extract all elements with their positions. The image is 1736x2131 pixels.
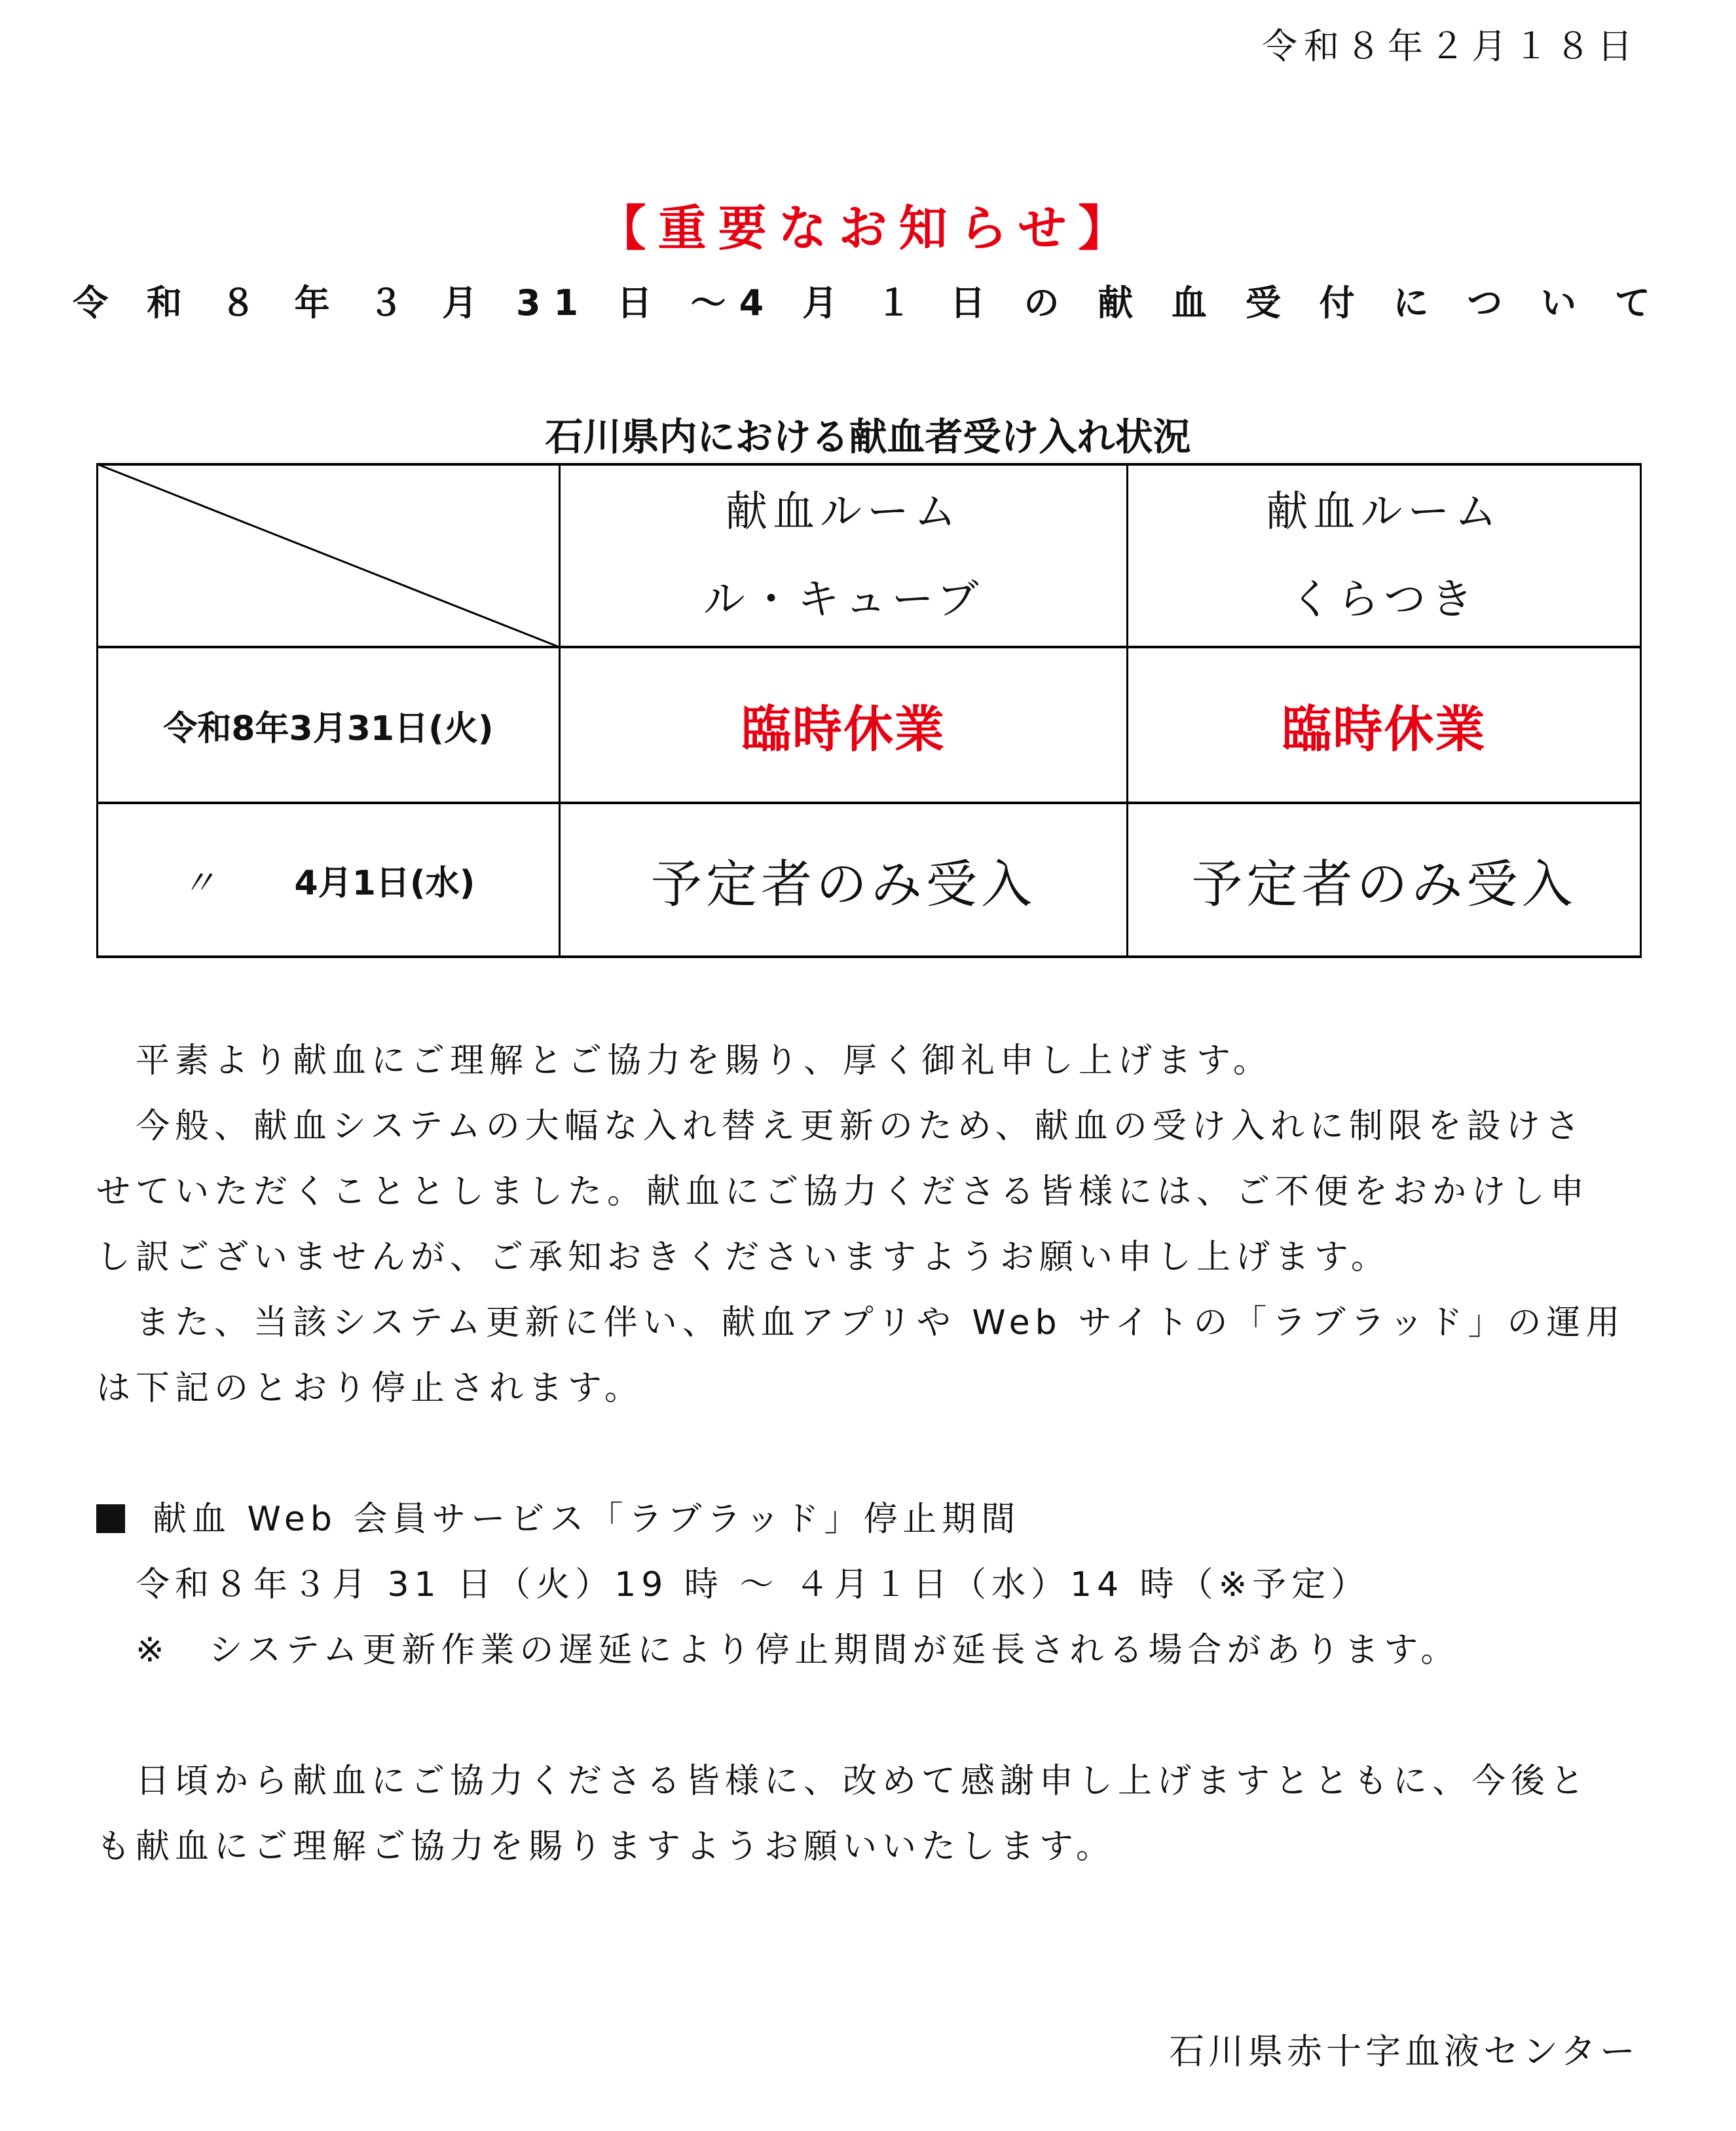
greeting-paragraph (96, 1028, 1642, 1094)
row-date-apr1 (98, 804, 559, 955)
text-line: も献血にご理解ご協力を賜りますようお願いいたします。 (96, 1827, 1115, 1866)
suspension-period: 令和８年３月 31 日（火）19 時 ～ ４月１日（水）14 時（※予定） (136, 1565, 1371, 1604)
date-label: 令和8年3月31日(火) (163, 709, 494, 749)
ditto-mark: 〃 (181, 864, 216, 903)
square-bullet-icon (96, 1504, 125, 1533)
status-limited: 予定者のみ受入 (1191, 855, 1577, 914)
room-name: ル・キューブ (703, 575, 984, 624)
issue-date: 令和８年２月１８日 (1262, 26, 1639, 67)
room-label: 献血ルーム (726, 487, 961, 536)
table-border-right (1640, 463, 1642, 958)
notice-subtitle: 令 和 ８ 年 ３ 月 31 日 ～4 月 １ 日 の 献 血 受 付 に つ い て (73, 282, 1663, 324)
status-closed: 臨時休業 (741, 699, 946, 758)
column-header-kuratsuki (1128, 466, 1640, 646)
text-line: は下記のとおり停止されます。 (96, 1369, 644, 1408)
status-closed: 臨時休業 (1282, 699, 1487, 758)
status-cell (1128, 648, 1640, 802)
table-caption: 石川県内における献血者受け入れ状況 (545, 415, 1191, 459)
organization-signature: 石川県赤十字血液センター (1169, 2031, 1639, 2072)
notice-heading: 【重要なお知らせ】 (597, 200, 1139, 257)
text-line: し訳ございませんが、ご承知おきくださいますようお願い申し上げます。 (96, 1238, 1390, 1277)
room-label: 献血ルーム (1266, 487, 1502, 536)
date-label: 4月1日(水) (294, 864, 475, 903)
room-name: くらつき (1289, 575, 1479, 624)
status-cell (561, 804, 1126, 955)
status-cell (561, 648, 1126, 802)
text-line: また、当該システム更新に伴い、献血アプリや Web サイトの「ラブラッド」の運用 (96, 1303, 1625, 1343)
service-stop-paragraph (96, 1290, 1642, 1421)
text-line: 平素より献血にご理解とご協力を賜り、厚く御礼申し上げます。 (96, 1041, 1272, 1081)
suspension-title: 献血 Web 会員サービス「ラブラッド」停止期間 (153, 1500, 1021, 1539)
suspension-title-line (96, 1487, 1642, 1552)
text-line: 日頃から献血にご協力くださる皆様に、改めて感謝申し上げますとともに、今後と (96, 1762, 1590, 1801)
reception-status-table (96, 463, 1642, 958)
status-limited: 予定者のみ受入 (650, 855, 1036, 914)
corner-diagonal (96, 463, 561, 648)
suspension-section (96, 1487, 1642, 1683)
row-date-mar31 (98, 648, 559, 802)
table-border-bottom (96, 955, 1642, 958)
closing-paragraph (96, 1749, 1642, 1880)
column-header-le-cube (561, 466, 1126, 646)
text-line: せていただくこととしました。献血にご協力くださる皆様には、ご不便をおかけし申 (96, 1172, 1590, 1212)
suspension-note: ※ システム更新作業の遅延により停止期間が延長される場合があります。 (136, 1631, 1460, 1670)
status-cell (1128, 804, 1640, 955)
restriction-paragraph (96, 1094, 1642, 1290)
text-line: 今般、献血システムの大幅な入れ替え更新のため、献血の受け入れに制限を設けさ (96, 1107, 1585, 1146)
